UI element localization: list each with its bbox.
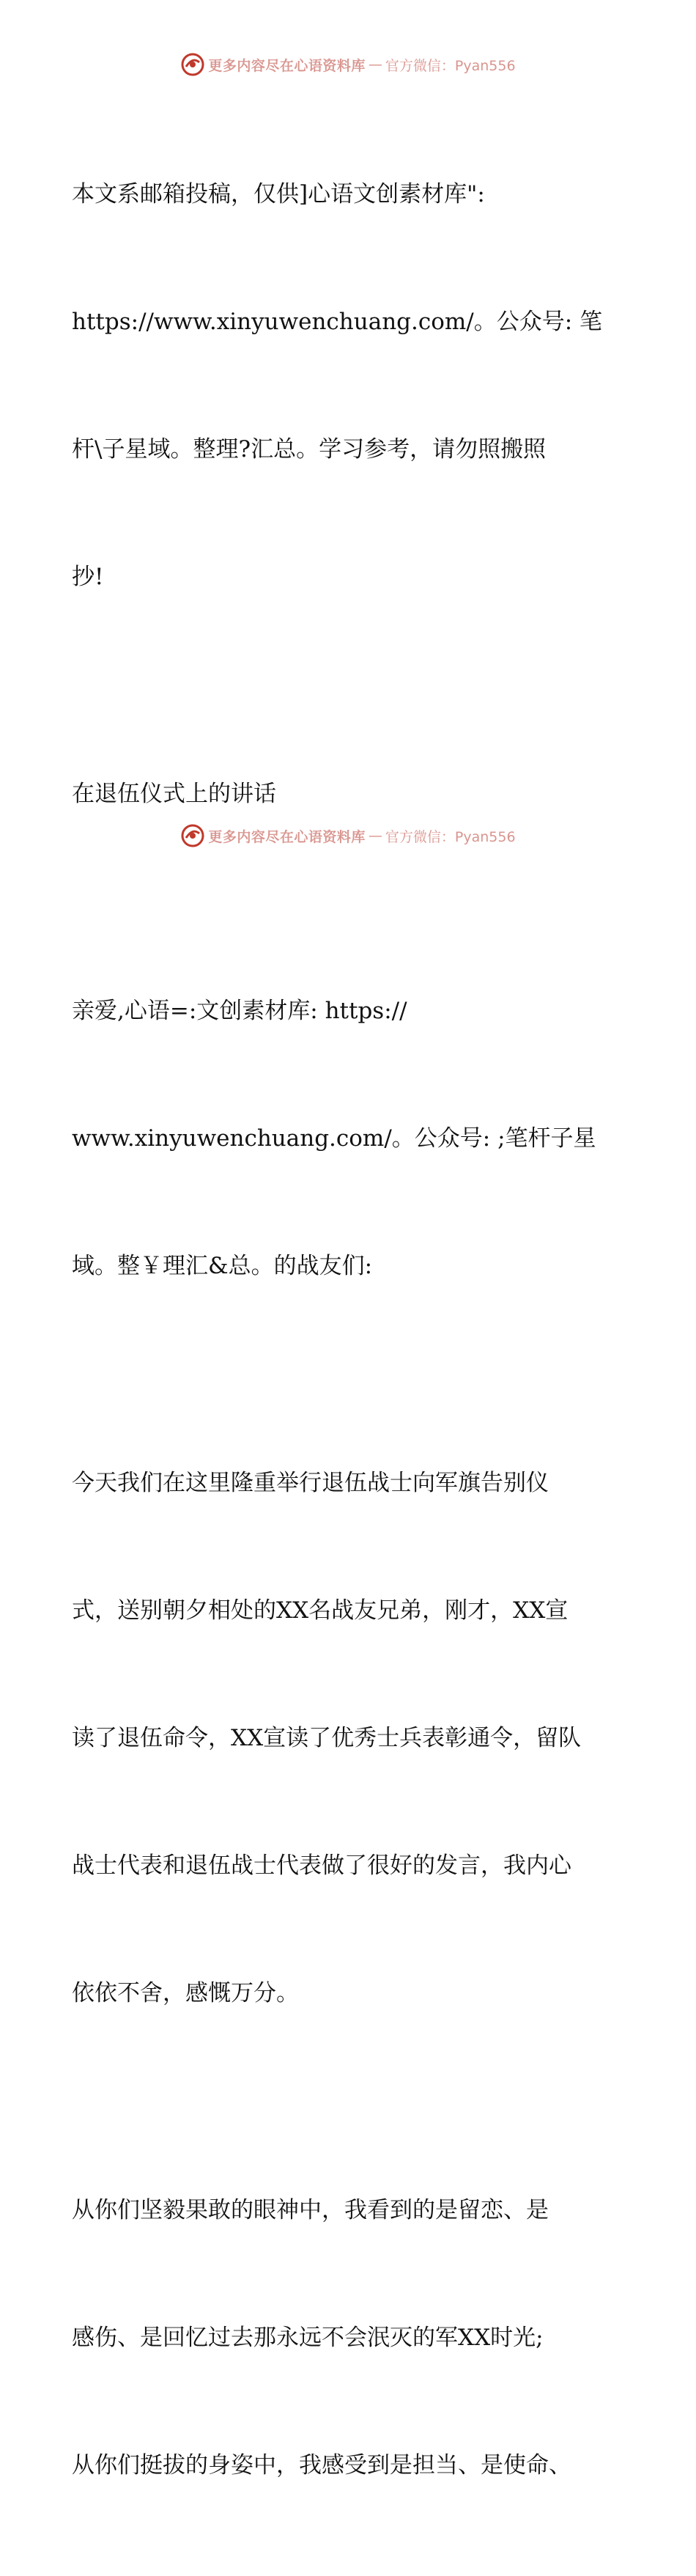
banner-wechat-text: 官方微信：Pyan556 <box>385 57 516 74</box>
para2-line: 感伤、是回忆过去那永远不会泯灭的军XX时光; <box>72 2325 544 2351</box>
banner-dash: — <box>368 56 382 73</box>
banner-wechat-text: 官方微信：Pyan556 <box>385 828 516 845</box>
greeting-line: www.xinyuwenchuang.com/。公众号: ;笔杆子星 <box>72 1125 596 1152</box>
document-title <box>72 688 643 900</box>
document-body <box>72 88 643 2576</box>
red-swirl-logo-icon <box>180 823 205 848</box>
para1-line: 战士代表和退伍战士代表做了很好的发言，我内心 <box>72 1852 571 1879</box>
para2-line: 从你们坚毅果敢的眼神中，我看到的是留恋、是 <box>72 2197 549 2223</box>
greeting-paragraph <box>72 905 643 1372</box>
greeting-line: 域。整￥理汇&总。的战友们: <box>72 1253 373 1279</box>
banner-brand-text: 更多内容尽在心语资料库 <box>208 57 366 74</box>
header-watermark-banner <box>0 50 696 79</box>
para1-line: 依依不舍，感慨万分。 <box>72 1980 299 2006</box>
para1-line: 今天我们在这里隆重举行退伍战士向军旗告别仪 <box>72 1470 549 1496</box>
para1-line: 式，送别朝夕相处的XX名战友兄弟，刚才，XX宣 <box>72 1597 569 1624</box>
intro-line: 杆\子星域。整理?汇总。学习参考，请勿照搬照 <box>72 436 547 463</box>
body-paragraph-2 <box>72 2104 643 2572</box>
intro-line: https://www.xinyuwenchuang.com/。公众号: 笔 <box>72 309 603 335</box>
body-paragraph-1 <box>72 1377 643 2100</box>
greeting-line: 亲爱,心语=:文创素材库: https:// <box>72 998 407 1024</box>
title-line: 在退伍仪式上的讲话 <box>72 781 276 807</box>
footer-watermark-banner <box>0 821 696 850</box>
para1-line: 读了退伍命令，XX宣读了优秀士兵表彰通令，留队 <box>72 1725 582 1751</box>
intro-line: 本文系邮箱投稿，仅供]心语文创素材库": <box>72 181 485 207</box>
banner-dash: — <box>368 828 382 844</box>
intro-paragraph <box>72 88 643 683</box>
banner-brand-text: 更多内容尽在心语资料库 <box>208 828 366 845</box>
red-swirl-logo-icon <box>180 52 205 77</box>
para2-line: 从你们挺拔的身姿中，我感受到是担当、是使命、 <box>72 2452 571 2479</box>
intro-line: 抄! <box>72 564 104 590</box>
